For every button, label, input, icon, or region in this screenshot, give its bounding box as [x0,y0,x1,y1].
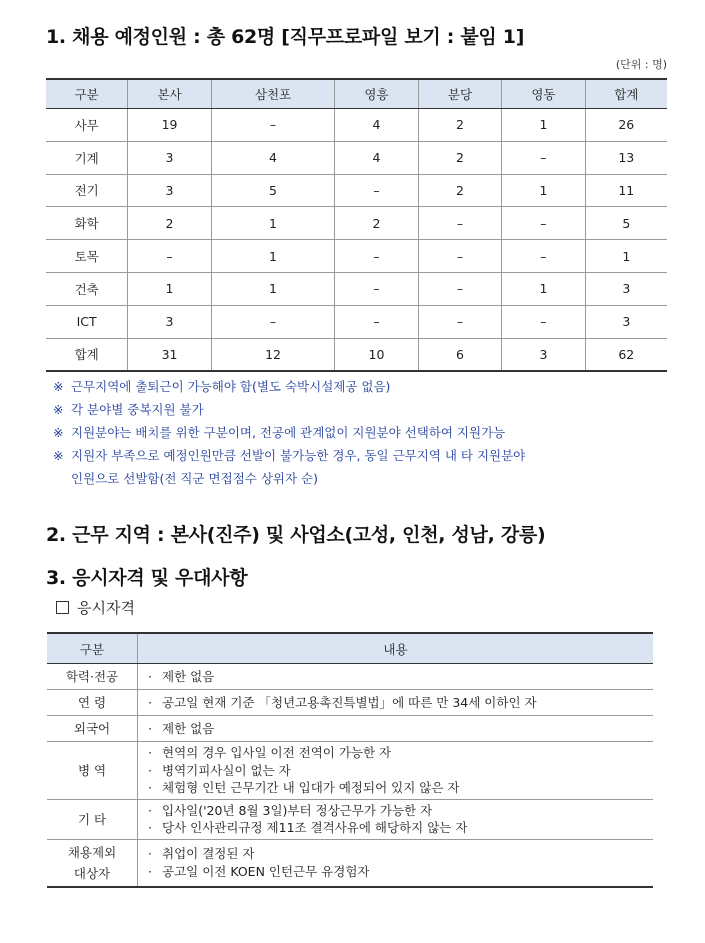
table-cell: – [335,174,418,207]
bullet: · [148,745,152,760]
total-cell: 3 [502,338,585,371]
table-row [47,664,653,690]
content-item [138,668,653,686]
column-header: 내용 [138,633,654,664]
content-item [138,819,653,837]
category-cell [47,690,138,716]
table-cell: – [418,272,501,305]
content-text: 체험형 인턴 근무기간 내 입대가 예정되어 있지 않은 자 [162,780,460,795]
column-header: 구분 [46,79,128,109]
row-label: 전기 [46,174,128,207]
row-label: 토목 [46,240,128,273]
content-text: 현역의 경우 입사일 이전 전역이 가능한 자 [162,745,392,760]
total-cell: 12 [211,338,335,371]
note-text: 지원분야는 배치를 위한 구분이며, 전공에 관계없이 지원분야 선택하여 지원가능 [71,425,506,440]
content-cell [138,742,654,800]
content-cell [138,690,654,716]
column-header: 본사 [128,79,211,109]
content-item [138,802,653,820]
column-header: 분당 [418,79,501,109]
content-item [138,779,653,797]
table-row [46,207,667,240]
table-cell: 13 [585,141,667,174]
note-text: 지원자 부족으로 예정인원만큼 선발이 불가능한 경우, 동일 근무지역 내 타 지원분야 [71,448,526,463]
table-row [47,799,653,839]
table-cell: 3 [128,305,211,338]
bullet: · [148,802,152,818]
bullet: · [148,863,152,879]
table-cell: 2 [418,141,501,174]
bullet: · [148,820,152,835]
column-header: 합계 [585,79,667,109]
table-row [46,305,667,338]
content-text: 제한 없음 [162,720,215,736]
table-cell: 1 [585,240,667,273]
table-cell: 26 [585,109,667,142]
subsection-label: 응시자격 [77,599,135,617]
table-cell: 4 [335,109,418,142]
bullet: · [148,780,152,795]
table-cell: 3 [128,174,211,207]
table-cell: – [418,207,501,240]
section-1-heading: 1. 채용 예정인원 : 총 62명 [직무프로파일 보기 : 붙임 1] [46,26,525,48]
staffing-table [46,78,667,372]
notes-list [53,375,525,490]
content-cell [138,664,654,690]
table-cell: 11 [585,174,667,207]
category-cell [47,716,138,742]
table-cell: 1 [502,272,585,305]
table-cell: 2 [128,207,211,240]
qualification-table [47,632,653,888]
content-item [138,720,653,738]
category-label: 연 령 [77,695,107,710]
table-cell: – [502,305,585,338]
total-cell: 10 [335,338,418,371]
staffing-table-header [46,79,667,109]
table-cell: – [502,141,585,174]
note-text: 각 분야별 중복지원 불가 [71,402,204,417]
content-cell [138,799,654,839]
table-row [46,109,667,142]
bullet: · [148,846,152,861]
table-cell: – [418,305,501,338]
category-label: 병 역 [77,762,107,778]
table-row [47,839,653,887]
section-3-heading: 3. 응시자격 및 우대사항 [46,567,248,589]
table-cell: 19 [128,109,211,142]
table-cell: 1 [502,174,585,207]
row-label: 화학 [46,207,128,240]
unit-label: (단위 : 명) [615,58,667,71]
square-bullet-icon [56,601,69,614]
table-row [46,240,667,273]
note-mark: ※ [53,402,64,417]
category-label: 외국어 [73,721,111,736]
note-mark: ※ [53,425,64,440]
content-text: 공고일 현재 기준 「청년고용촉진특별법」에 따른 만 34세 이하인 자 [162,694,537,710]
note-item [53,421,525,444]
table-cell: 1 [211,272,335,305]
category-cell [47,799,138,839]
note-mark: ※ [53,448,64,463]
content-text: 당사 인사관리규정 제11조 결격사유에 해당하지 않는 자 [162,820,468,835]
content-item [138,694,653,712]
category-label: 대상자 [73,865,111,881]
content-item [138,863,653,881]
table-row [47,742,653,800]
table-row [46,141,667,174]
table-cell: 1 [211,207,335,240]
column-header: 구분 [47,633,138,664]
note-item [53,398,525,421]
total-cell: 6 [418,338,501,371]
table-cell: – [128,240,211,273]
row-label: 기계 [46,141,128,174]
content-text: 취업이 결정된 자 [162,846,255,861]
category-cell [47,839,138,887]
note-continuation: 인원으로 선발함(전 직군 면접점수 상위자 순) [71,471,318,486]
qualification-table-header [47,633,653,664]
subsection-heading [56,597,135,618]
content-text: 제한 없음 [162,668,215,684]
table-cell: 4 [211,141,335,174]
table-cell: – [502,207,585,240]
content-item [138,762,653,780]
section-2-heading: 2. 근무 지역 : 본사(진주) 및 사업소(고성, 인천, 성남, 강릉) [46,524,546,546]
content-text: 공고일 이전 KOEN 인턴근무 유경험자 [162,863,370,879]
table-row [47,690,653,716]
content-text: 병역기피사실이 없는 자 [162,762,291,778]
row-label: 사무 [46,109,128,142]
table-row [47,716,653,742]
bullet: · [148,762,152,778]
content-item [138,845,653,863]
total-cell: 62 [585,338,667,371]
note-text: 근무지역에 출퇴근이 가능해야 함(별도 숙박시설제공 없음) [71,379,391,394]
content-cell [138,839,654,887]
table-cell: 3 [128,141,211,174]
table-cell: 1 [211,240,335,273]
table-cell: 3 [585,272,667,305]
table-cell: 1 [502,109,585,142]
table-cell: 4 [335,141,418,174]
table-row [46,272,667,305]
table-cell: 2 [418,109,501,142]
table-cell: 1 [128,272,211,305]
column-header: 삼천포 [211,79,335,109]
note-mark: ※ [53,379,64,394]
table-cell: – [211,109,335,142]
note-item [53,375,525,398]
bullet: · [148,668,152,684]
total-row [46,338,667,371]
content-item [138,744,653,762]
bullet: · [148,720,152,736]
category-label: 채용제외 [67,844,117,860]
table-cell: 3 [585,305,667,338]
table-cell: – [418,240,501,273]
table-row [46,174,667,207]
total-cell: 31 [128,338,211,371]
category-cell [47,664,138,690]
bullet: · [148,694,152,710]
content-text: 입사일('20년 8월 3일)부터 정상근무가 가능한 자 [162,802,433,818]
row-label: 건축 [46,272,128,305]
table-cell: – [335,240,418,273]
table-cell: – [335,272,418,305]
category-cell [47,742,138,800]
column-header: 영흥 [335,79,418,109]
note-item [53,444,525,467]
row-label: 합계 [46,338,128,371]
table-cell: – [335,305,418,338]
table-cell: 5 [585,207,667,240]
column-header: 영동 [502,79,585,109]
table-cell: 5 [211,174,335,207]
table-cell: – [211,305,335,338]
table-cell: – [502,240,585,273]
category-label: 기 타 [77,811,107,827]
content-cell [138,716,654,742]
category-label: 학력·전공 [65,669,119,684]
table-cell: 2 [335,207,418,240]
table-cell: 2 [418,174,501,207]
row-label: ICT [46,305,128,338]
